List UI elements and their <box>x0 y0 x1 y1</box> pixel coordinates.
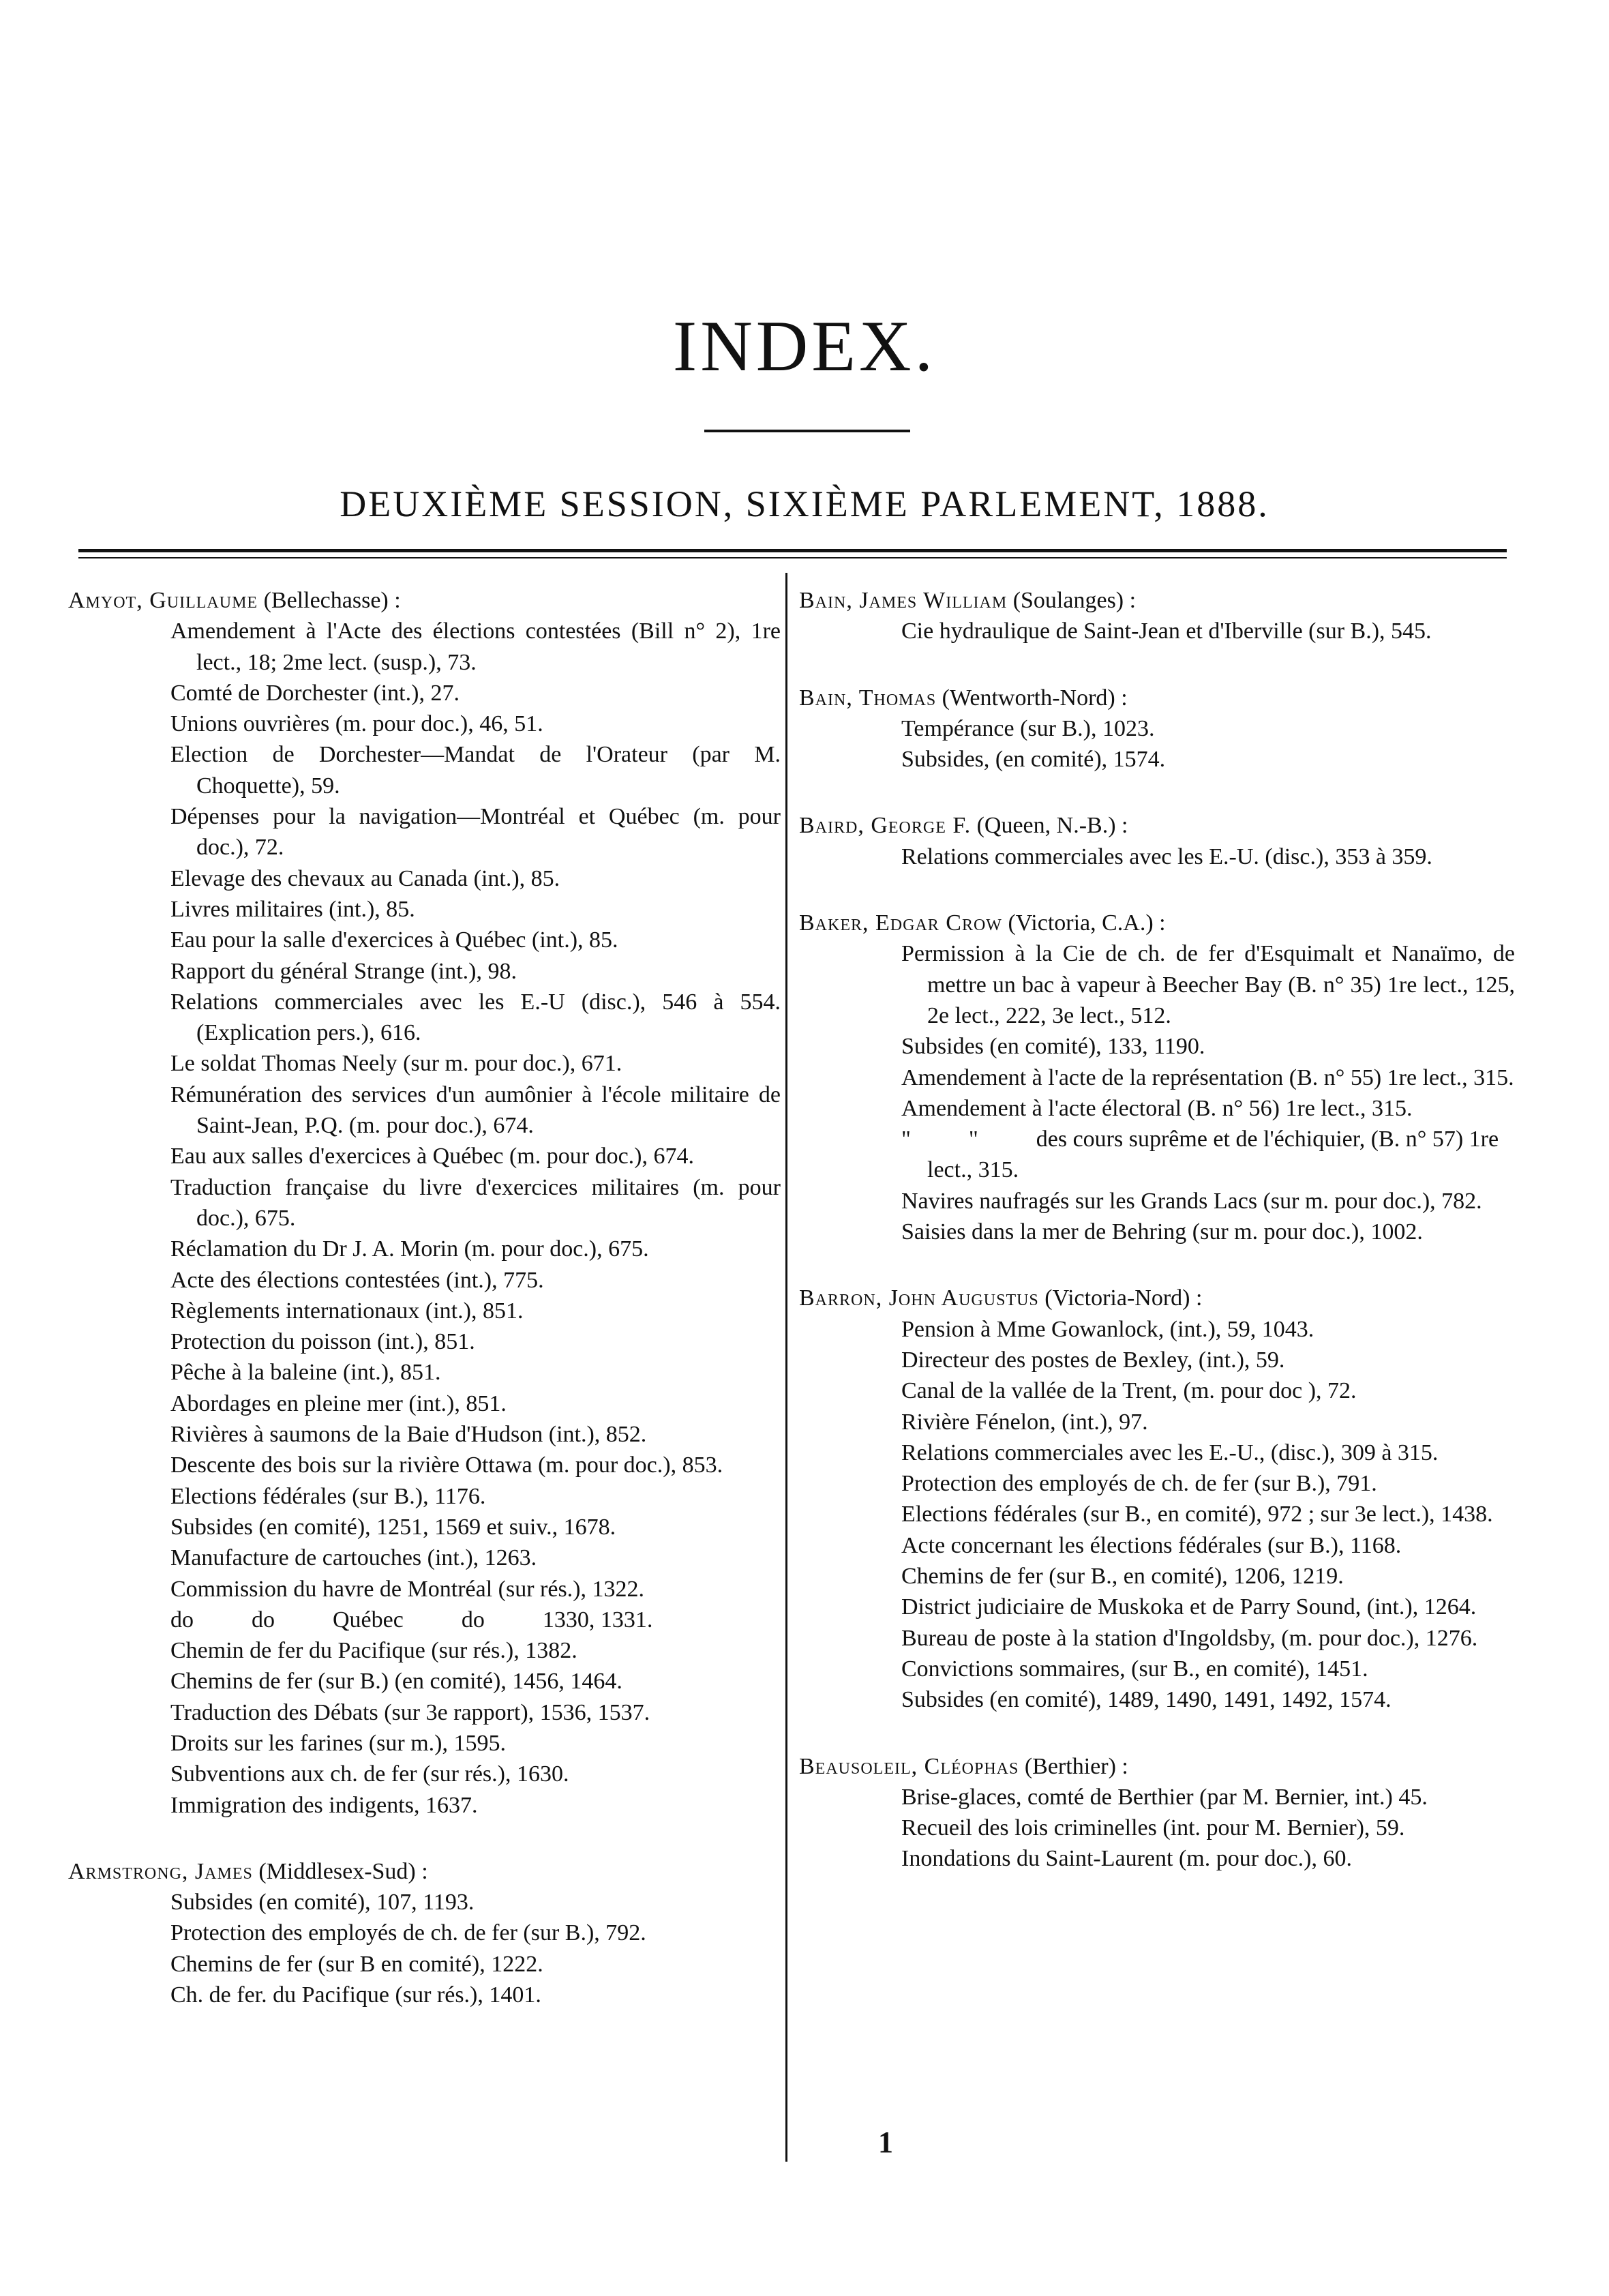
member-riding: (Wentworth-Nord) : <box>942 685 1128 711</box>
entry-heading <box>799 585 1515 616</box>
entry-reference: Droits sur les farines (sur m.), 1595. <box>170 1730 506 1756</box>
header-rule-thin <box>78 557 1507 558</box>
member-riding: (Soulanges) : <box>1012 588 1137 613</box>
entry-reference: Permission à la Cie de ch. de fer d'Esquimalt et Nanaïmo, de mettre un bac à vapeur à Beecher Bay (B. n° 35) 1re lect., 125, 2e lect., 222, 3e lect., 512. <box>901 941 1515 1028</box>
entry-reference: Ch. de fer. du Pacifique (sur rés.), 1401. <box>170 1982 541 2008</box>
member-name: Baird, George F. <box>799 813 972 839</box>
index-entry <box>799 1751 1515 1875</box>
member-riding: (Berthier) : <box>1024 1753 1128 1779</box>
entry-reference: Descente des bois sur la rivière Ottawa (m. pour doc.), 853. <box>170 1452 723 1478</box>
entry-reference: Chemins de fer (sur B.) (en comité), 1456, 1464. <box>170 1669 622 1695</box>
entry-heading <box>799 908 1515 938</box>
entry-reference: Chemins de fer (sur B en comité), 1222. <box>170 1951 543 1977</box>
member-name: Bain, Thomas <box>799 685 937 711</box>
entry-reference: Convictions sommaires, (sur B., en comité), 1451. <box>901 1656 1368 1682</box>
entry-reference: Protection du poisson (int.), 851. <box>170 1329 475 1355</box>
entry-reference: Livres militaires (int.), 85. <box>170 896 415 922</box>
member-name: Amyot, Guillaume <box>68 588 258 613</box>
entry-reference: Le soldat Thomas Neely (sur m. pour doc.), 671. <box>170 1051 622 1077</box>
entry-reference: Inondations du Saint-Laurent (m. pour doc.), 60. <box>901 1846 1352 1872</box>
member-riding: (Bellechasse) : <box>263 588 401 613</box>
page-folio: 1 <box>878 2126 893 2159</box>
index-entry <box>799 908 1515 1247</box>
entry-reference: Directeur des postes de Bexley, (int.), 59. <box>901 1347 1285 1373</box>
entry-heading <box>799 1751 1515 1782</box>
entry-reference: Chemins de fer (sur B., en comité), 1206, 1219. <box>901 1564 1344 1590</box>
member-riding: (Victoria, C.A.) : <box>1008 910 1166 936</box>
entry-reference: Canal de la vallée de la Trent, (m. pour doc ), 72. <box>901 1378 1357 1404</box>
entry-reference: Subsides (en comité), 133, 1190. <box>901 1034 1205 1060</box>
member-riding: (Victoria-Nord) : <box>1044 1285 1203 1311</box>
header-rule-thick <box>78 549 1507 552</box>
entry-reference: Navires naufragés sur les Grands Lacs (sur m. pour doc.), 782. <box>901 1188 1482 1214</box>
entry-reference: Relations commerciales avec les E.-U (disc.), 546 à 554. (Explication pers.), 616. <box>170 989 781 1046</box>
entry-heading <box>799 810 1515 841</box>
entry-reference: Dépenses pour la navigation—Montréal et Québec (m. pour doc.), 72. <box>170 804 781 861</box>
entry-reference: Saisies dans la mer de Behring (sur m. pour doc.), 1002. <box>901 1219 1423 1245</box>
entry-heading <box>799 683 1515 713</box>
entry-reference: Chemin de fer du Pacifique (sur rés.), 1382. <box>170 1638 577 1664</box>
entry-reference: Comté de Dorchester (int.), 27. <box>170 680 460 706</box>
entry-reference: Protection des employés de ch. de fer (sur B.), 792. <box>170 1920 646 1946</box>
entry-reference: Recueil des lois criminelles (int. pour M. Bernier), 59. <box>901 1815 1405 1841</box>
entry-heading <box>68 585 781 616</box>
index-entry <box>799 810 1515 872</box>
index-entry <box>799 585 1515 647</box>
entry-reference: Elections fédérales (sur B.), 1176. <box>170 1483 486 1509</box>
entry-reference: Subventions aux ch. de fer (sur rés.), 1630. <box>170 1761 569 1787</box>
entry-reference: District judiciaire de Muskoka et de Parry Sound, (int.), 1264. <box>901 1594 1477 1620</box>
member-name: Barron, John Augustus <box>799 1285 1039 1311</box>
entry-reference: Brise-glaces, comté de Berthier (par M. Bernier, int.) 45. <box>901 1784 1428 1810</box>
entry-reference: Relations commerciales avec les E.-U., (disc.), 309 à 315. <box>901 1440 1439 1465</box>
entry-reference: " " des cours suprême et de l'échiquier, (B. n° 57) 1re lect., 315. <box>901 1127 1505 1183</box>
entry-reference: Immigration des indigents, 1637. <box>170 1792 478 1818</box>
entry-reference: Rapport du général Strange (int.), 98. <box>170 958 517 984</box>
index-entry <box>799 683 1515 775</box>
member-riding: (Middlesex-Sud) : <box>258 1858 428 1884</box>
entry-reference: Réclamation du Dr J. A. Morin (m. pour doc.), 675. <box>170 1236 649 1262</box>
entry-reference: Amendement à l'acte électoral (B. n° 56) 1re lect., 315. <box>901 1095 1413 1121</box>
entry-heading <box>68 1856 781 1887</box>
entry-reference: do do Québec do 1330, 1331. <box>170 1607 653 1632</box>
entry-reference: Rivières à saumons de la Baie d'Hudson (int.), 852. <box>170 1422 647 1448</box>
member-riding: (Queen, N.-B.) : <box>976 813 1128 839</box>
left-column <box>68 585 781 2046</box>
entry-reference: Amendement à l'acte de la représentation (B. n° 55) 1re lect., 315. <box>901 1064 1514 1090</box>
entry-heading <box>799 1283 1515 1313</box>
member-name: Armstrong, James <box>68 1858 253 1884</box>
entry-reference: Election de Dorchester—Mandat de l'Orateur (par M. Choquette), 59. <box>170 742 781 799</box>
column-divider <box>785 573 787 2162</box>
entry-reference: Unions ouvrières (m. pour doc.), 46, 51. <box>170 711 543 737</box>
entry-reference: Elections fédérales (sur B., en comité), 972 ; sur 3e lect.), 1438. <box>901 1502 1493 1527</box>
entry-reference: Tempérance (sur B.), 1023. <box>901 715 1155 741</box>
entry-reference: Commission du havre de Montréal (sur rés.), 1322. <box>170 1576 644 1602</box>
index-entry <box>799 1283 1515 1715</box>
entry-reference: Traduction française du livre d'exercices militaires (m. pour doc.), 675. <box>170 1174 781 1231</box>
entry-reference: Eau pour la salle d'exercices à Québec (int.), 85. <box>170 927 618 953</box>
entry-reference: Acte concernant les élections fédérales (sur B.), 1168. <box>901 1532 1402 1558</box>
title-rule <box>704 430 910 432</box>
member-name: Baker, Edgar Crow <box>799 910 1002 936</box>
member-name: Beausoleil, Cléophas <box>799 1753 1019 1779</box>
entry-reference: Subsides (en comité), 1251, 1569 et suiv., 1678. <box>170 1514 616 1540</box>
entry-reference: Acte des élections contestées (int.), 775. <box>170 1267 544 1293</box>
right-column <box>799 585 1515 1910</box>
entry-reference: Amendement à l'Acte des élections contestées (Bill n° 2), 1re lect., 18; 2me lect. (susp.), 73. <box>170 618 781 675</box>
index-entry <box>68 1856 781 2010</box>
entry-reference: Subsides (en comité), 107, 1193. <box>170 1890 475 1915</box>
entry-reference: Règlements internationaux (int.), 851. <box>170 1298 524 1324</box>
entry-reference: Bureau de poste à la station d'Ingoldsby, (m. pour doc.), 1276. <box>901 1625 1478 1651</box>
entry-reference: Abordages en pleine mer (int.), 851. <box>170 1390 507 1416</box>
entry-reference: Cie hydraulique de Saint-Jean et d'Iberville (sur B.), 545. <box>901 618 1432 644</box>
session-subtitle: DEUXIÈME SESSION, SIXIÈME PARLEMENT, 1888. <box>340 483 1269 524</box>
entry-reference: Protection des employés de ch. de fer (sur B.), 791. <box>901 1471 1377 1497</box>
entry-reference: Rivière Fénelon, (int.), 97. <box>901 1409 1148 1435</box>
entry-reference: Elevage des chevaux au Canada (int.), 85. <box>170 865 560 891</box>
entry-reference: Pension à Mme Gowanlock, (int.), 59, 1043. <box>901 1316 1314 1342</box>
entry-reference: Rémunération des services d'un aumônier à l'école militaire de Saint-Jean, P.Q. (m. pour doc.), 674. <box>170 1082 781 1139</box>
index-entry <box>68 585 781 1821</box>
page-title: INDEX. <box>672 306 937 386</box>
entry-reference: Relations commerciales avec les E.-U. (disc.), 353 à 359. <box>901 844 1432 869</box>
entry-reference: Eau aux salles d'exercices à Québec (m. pour doc.), 674. <box>170 1144 694 1169</box>
entry-reference: Manufacture de cartouches (int.), 1263. <box>170 1545 537 1571</box>
entry-reference: Subsides (en comité), 1489, 1490, 1491, 1492, 1574. <box>901 1687 1392 1713</box>
entry-reference: Traduction des Débats (sur 3e rapport), 1536, 1537. <box>170 1699 650 1725</box>
member-name: Bain, James William <box>799 588 1008 613</box>
entry-reference: Pêche à la baleine (int.), 851. <box>170 1360 441 1386</box>
entry-reference: Subsides, (en comité), 1574. <box>901 747 1166 773</box>
